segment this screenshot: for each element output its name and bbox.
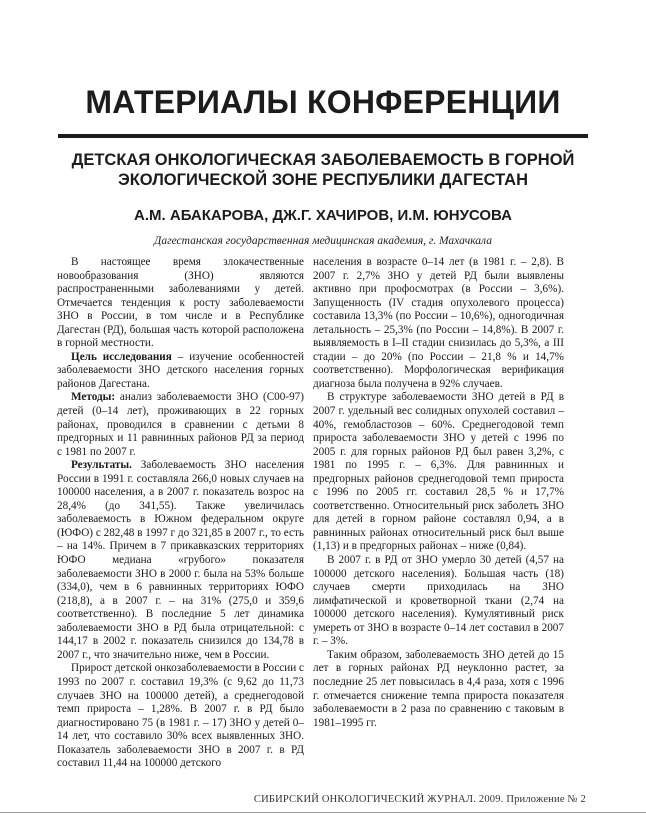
results-text: Заболеваемость ЗНО населения России в 1991 г. составляла 266,0 новых случаев на 100000 населения, а в 2007 г. показатель возрос на 28,4% (до 341,55). Также увеличилась заболеваемость в Южном федеральном округе (ЮФО) с 282,48 в 1997 г до 321,85 в 2007 г., то есть – на 14%. Причем в 7 прикавказских территориях ЮФО медиана «грубого» показателя заболеваемости ЗНО в 2000 г. была на 53% больше (334,0), чем в 6 равнинных территориях ЮФО (218,8), а в 2007 г. – на 31% (275,0 и 359,6 соответственно). В последние 5 лет динамика заболеваемости ЗНО в РД была отрицательной: с 144,17 в 2002 г. показатель снизился до 134,78 в 2007 г., что значительно ниже, чем в России. xyxy=(57,459,304,661)
right-column xyxy=(313,256,564,730)
article-title-line-1: ДЕТСКАЯ ОНКОЛОГИЧЕСКАЯ ЗАБОЛЕВАЕМОСТЬ В ГОРНОЙ xyxy=(71,151,575,169)
paragraph-structure: В структуре заболеваемости ЗНО детей в РД в 2007 г. удельный вес солидных опухолей составил – 40%, гемобластозов – 60%. Среднегодовой темп прироста заболеваемости ЗНО у детей с 1996 по 2005 г. для горных районов РД был равен 3,2%, с 1981 по 1995 г. – 6,3%. Для равнинных и предгорных районов среднегодовой темп прироста с 1996 по 2005 гг. составил 28,5 % и 17,7% соответственно. Относительный риск заболеть ЗНО для детей в горном районе составлял 0,94, а в равнинных районах относительный риск был выше (1,13) и в предгорных районах – ниже (0,84). xyxy=(313,391,564,553)
results-label: Результаты. xyxy=(71,459,132,472)
methods-text: анализ заболеваемости ЗНО (С00-97) детей (0–14 лет), проживающих в 22 горных районах, проводился в сравнении с детьми 8 предгорных и 11 равнинных районов РД за период с 1981 по 2007 г. xyxy=(57,391,304,458)
article-title xyxy=(40,150,606,190)
article-affiliation: Дагестанская государственная медицинская академия, г. Махачкала xyxy=(154,235,492,247)
paragraph-results xyxy=(57,459,304,662)
journal-footer: СИБИРСКИЙ ОНКОЛОГИЧЕСКИЙ ЖУРНАЛ. 2009. Приложение № 2 xyxy=(253,794,586,805)
paragraph-aim xyxy=(57,351,304,392)
paragraph-mortality: В 2007 г. в РД от ЗНО умерло 30 детей (4,57 на 100000 детского населения). Большая часть (18) случаев смерти приходилась на ЗНО лимфатической и кроветворной ткани (2,74 на 100000 детского населения). Кумулятивный риск умереть от ЗНО в возрасте 0–14 лет составил в 2007 г. – 3%. xyxy=(313,554,564,648)
paragraph-conclusion: Таким образом, заболеваемость ЗНО детей до 15 лет в горных районах РД неуклонно растет, за последние 25 лет повысилась в 4,4 раза, хотя с 1996 г. отмечается снижение темпа прироста показателя заболеваемости в 2 раза по сравнению с таковым в 1981–1995 гг. xyxy=(313,648,564,729)
article-authors: А.М. АБАКАРОВА, ДЖ.Г. ХАЧИРОВ, И.М. ЮНУСОВА xyxy=(134,207,512,224)
article-title-line-2: ЭКОЛОГИЧЕСКОЙ ЗОНЕ РЕСПУБЛИКИ ДАГЕСТАН xyxy=(117,171,529,189)
section-divider xyxy=(58,134,588,138)
aim-text: – изучение особенностей заболеваемости ЗНО детского населения горных районов Дагестана. xyxy=(57,350,304,390)
page-bottom-edge xyxy=(0,812,646,813)
left-column xyxy=(57,256,304,771)
paragraph-continuation: населения в возрасте 0–14 лет (в 1981 г. – 2,8). В 2007 г. 2,7% ЗНО у детей РД были выявлены активно при профосмотрах (в России – 3,6%). Запущенность (IV стадия опухолевого процесса) составила 13,3% (по России – 10,6%), одногодичная летальность – 25,3% (по России – 14,8%). В 2007 г. выявляемость в I–II стадии снизилась до 5,3%, а III стадии – до 20% (по России – 21,8 % и 14,7% соответственно). Морфологическая верификация диагноза была получена в 92% случаев. xyxy=(313,256,564,390)
paragraph-growth: Прирост детской онкозаболеваемости в России с 1993 по 2007 г. составил 19,3% (с 9,62 до 11,73 случаев ЗНО на 100000 детей), а среднегодовой темп прироста – 1,28%. В 2007 г. в РД было диагностировано 75 (в 1981 г. – 17) ЗНО у детей 0–14 лет, что составило 30% всех выявленных ЗНО. Показатель заболеваемости ЗНО в 2007 г. в РД составил 11,44 на 100000 детского xyxy=(57,662,305,770)
section-title: МАТЕРИАЛЫ КОНФЕРЕНЦИИ xyxy=(85,84,561,120)
aim-label: Цель исследования xyxy=(71,350,172,363)
paragraph-methods xyxy=(57,391,304,459)
paragraph-intro: В настоящее время злокачественные новообразования (ЗНО) являются распространенными заболеваниями у детей. Отмечается тенденция к росту заболеваемости ЗНО в России, в том числе и в Республике Дагестан (РД), большая часть которой расположена в горной местности. xyxy=(57,256,304,350)
methods-label: Методы: xyxy=(71,391,116,404)
